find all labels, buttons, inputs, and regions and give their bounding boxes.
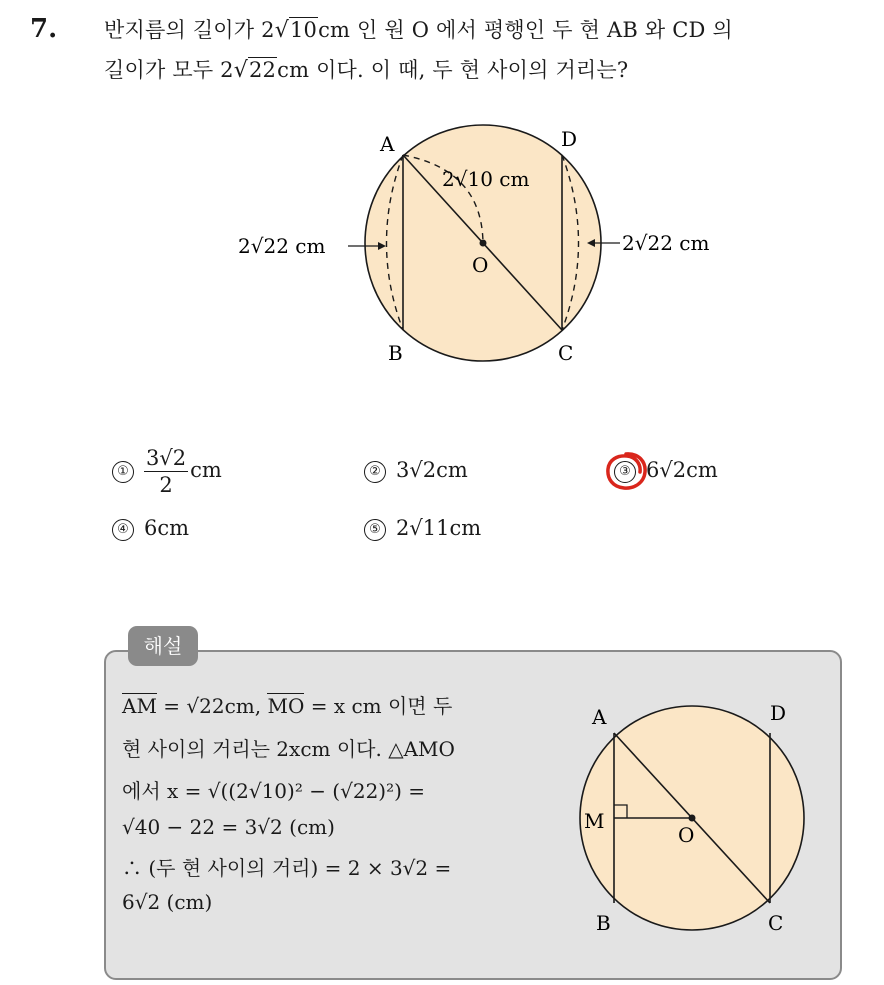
label-b: B [388,341,403,365]
solution-line-5: ∴ (두 현 사이의 거리) = 2 × 3√2 = [122,856,452,880]
solution-line-2: 현 사이의 거리는 2xcm 이다. △AMO [122,737,455,761]
center-point-2 [689,815,696,822]
label-o-2: O [678,823,695,847]
circle-figure-2 [570,690,830,950]
label-d-2: D [770,701,787,725]
solution-line-4: √40 − 22 = 3√2 (cm) [122,815,335,839]
label-d: D [561,127,578,151]
solution-line-3: 에서 x = √((2√10)² − (√22)²) = [122,779,426,803]
label-a-2: A [592,705,607,729]
label-o: O [472,253,489,277]
solution-line-1: AM = √22cm, MO = x cm 이면 두 [122,694,453,718]
label-m-2: M [584,809,605,833]
choice-2[interactable]: ② 3√2cm [364,458,468,483]
question-line-2: 길이가 모두 2√22cm 이다. 이 때, 두 현 사이의 거리는? [104,58,629,83]
label-c: C [558,341,574,365]
label-a: A [380,132,395,156]
choice-1[interactable]: ① $\frac{3√2}{2}$ cm [112,446,222,497]
choice-3[interactable]: ③ 6√2cm [614,458,718,483]
label-c-2: C [768,911,784,935]
solution-line-6: 6√2 (cm) [122,890,213,914]
question-line-1: 반지름의 길이가 2√10cm 인 원 O 에서 평행인 두 현 AB 와 CD 의 [104,18,733,43]
label-b-2: B [596,911,611,935]
solution-tag: 해설 [128,626,198,666]
center-point [480,240,487,247]
choice-4[interactable]: ④ 6cm [112,516,189,541]
question-number: 7. [30,14,58,44]
left-chord-label: 2√22 cm [238,234,326,258]
selected-mark-icon [603,450,649,492]
circle-figure-1 [220,120,740,380]
radius-label: 2√10 cm [442,167,530,191]
right-chord-label: 2√22 cm [622,231,710,255]
choice-5[interactable]: ⑤ 2√11cm [364,516,481,541]
